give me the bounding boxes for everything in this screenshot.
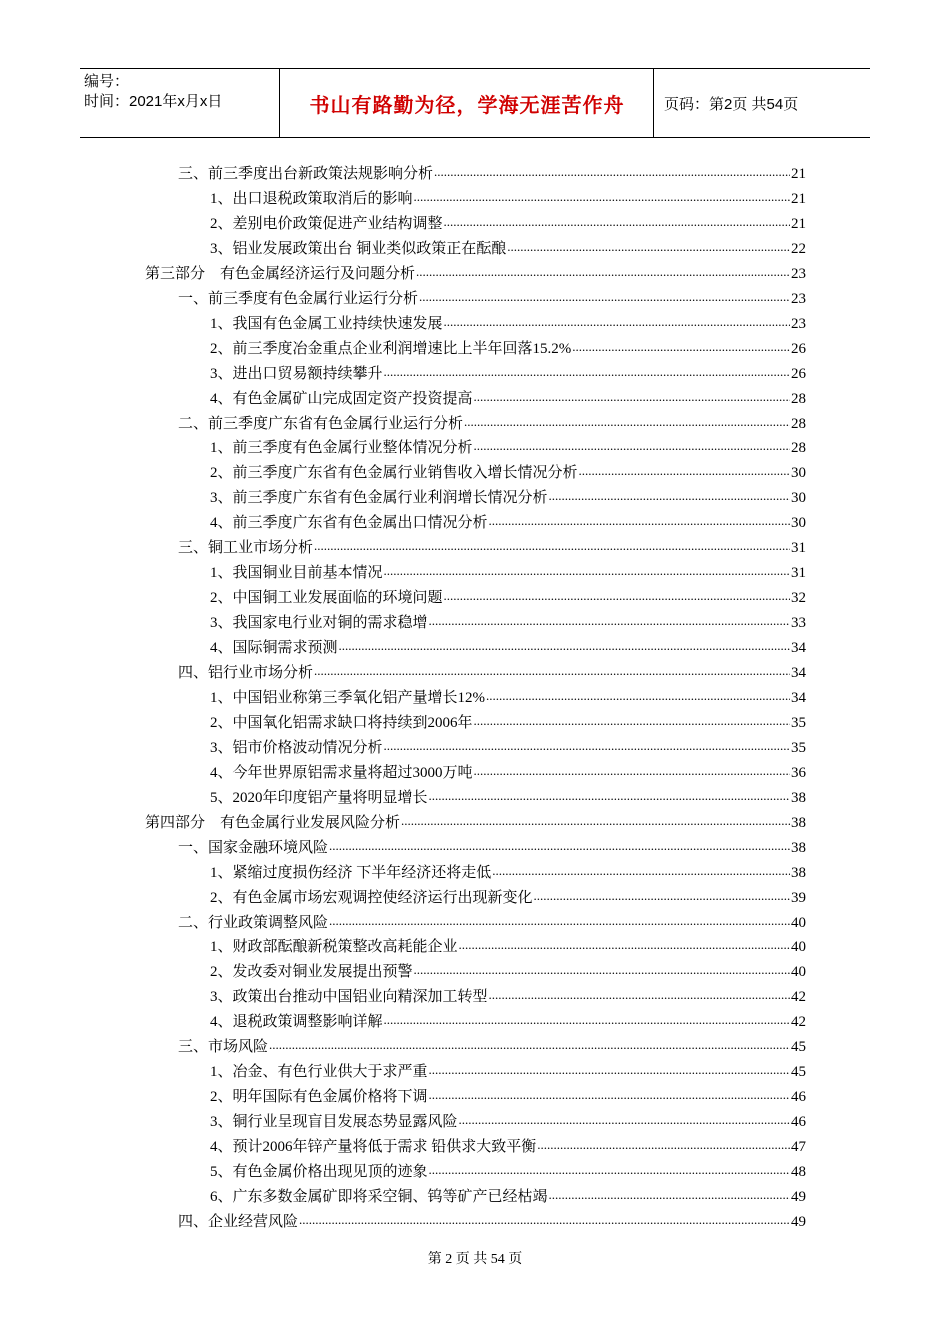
toc-dot-leader: [384, 738, 790, 758]
toc-entry-title: 四、企业经营风险: [178, 1213, 299, 1230]
toc-entry[interactable]: [210, 385, 806, 409]
toc-entry-title: 1、中国铝业称第三季氧化铝产量增长12%: [210, 689, 485, 706]
toc-entry-page: 38: [791, 864, 806, 881]
toc-entry-title: 3、进出口贸易额持续攀升: [210, 365, 383, 382]
toc-entry[interactable]: [210, 759, 806, 783]
toc-entry-page: 23: [791, 290, 806, 307]
toc-entry-page: 32: [791, 590, 806, 607]
toc-entry-page: 49: [791, 1188, 806, 1205]
toc-dot-leader: [429, 788, 790, 808]
toc-dot-leader: [384, 1012, 790, 1032]
toc-dot-leader: [329, 913, 790, 933]
toc-entry-page: 34: [791, 665, 806, 681]
toc-entry[interactable]: [210, 634, 806, 658]
toc-dot-leader: [537, 1137, 790, 1157]
toc-dot-leader: [269, 1037, 790, 1057]
toc-entry-page: 46: [791, 1089, 806, 1106]
toc-entry[interactable]: [210, 958, 806, 982]
toc-entry-page: 35: [791, 739, 806, 756]
toc-dot-leader: [444, 314, 790, 334]
toc-entry-page: 36: [791, 764, 806, 781]
toc-entry[interactable]: [210, 784, 806, 808]
toc-entry-page: 23: [791, 315, 806, 332]
time-label: 时间：2021年x月x日: [84, 93, 223, 110]
page-footer: 第 2 页 共 54 页: [427, 1252, 523, 1267]
toc-entry-title: 四、铝行业市场分析: [178, 665, 314, 681]
toc-entry-page: 30: [791, 490, 806, 507]
page-header: [80, 68, 870, 138]
toc-entry[interactable]: [145, 809, 806, 833]
toc-entry-page: 38: [791, 814, 806, 831]
toc-dot-leader: [299, 1212, 790, 1232]
toc-entry-page: 38: [791, 789, 806, 806]
toc-entry-title: 4、退税政策调整影响详解: [210, 1014, 383, 1031]
toc-entry-page: 26: [791, 340, 806, 357]
toc-entry[interactable]: [210, 884, 806, 908]
toc-dot-leader: [572, 339, 790, 359]
toc-entry-page: 33: [791, 615, 806, 632]
toc-entry-page: 30: [791, 465, 806, 482]
toc-entry-page: 31: [791, 565, 806, 582]
toc-entry[interactable]: [210, 609, 806, 633]
toc-entry-title: 一、前三季度有色金属行业运行分析: [178, 290, 419, 307]
toc-entry-page: 30: [791, 515, 806, 532]
toc-entry-title: 1、我国有色金属工业持续快速发展: [210, 315, 443, 332]
toc-entry-page: 21: [791, 190, 806, 207]
toc-entry-title: 2、前三季度广东省有色金属行业销售收入增长情况分析: [210, 465, 578, 482]
toc-entry-title: 1、我国铜业目前基本情况: [210, 565, 383, 582]
header-meta: [80, 69, 280, 137]
toc-entry-title: 4、预计2006年锌产量将低于需求 铅供求大致平衡: [210, 1139, 537, 1156]
toc-entry-title: 1、紧缩过度损伤经济 下半年经济还将走低: [210, 864, 492, 881]
toc-entry[interactable]: [210, 709, 806, 733]
toc-entry[interactable]: [210, 584, 806, 608]
toc-entry-page: 28: [791, 390, 806, 407]
toc-entry-page: 34: [791, 689, 806, 706]
toc-entry-page: 40: [791, 939, 806, 956]
toc-entry-page: 34: [791, 640, 806, 657]
toc-entry-page: 38: [791, 839, 806, 856]
toc-dot-leader: [579, 463, 790, 483]
toc-dot-leader: [414, 189, 790, 209]
toc-dot-leader: [329, 838, 790, 858]
toc-entry[interactable]: [178, 1033, 806, 1057]
toc-dot-leader: [444, 588, 790, 608]
toc-dot-leader: [486, 688, 790, 708]
toc-entry-page: 45: [791, 1039, 806, 1056]
toc-entry-title: 三、前三季度出台新政策法规影响分析: [178, 166, 434, 182]
toc-entry-page: 35: [791, 714, 806, 731]
toc-entry[interactable]: [210, 1133, 806, 1157]
toc-entry-page: 40: [791, 964, 806, 981]
toc-entry-title: 4、国际铜需求预测: [210, 640, 338, 657]
toc-entry[interactable]: [210, 459, 806, 483]
toc-entry-title: 第三部分 有色金属经济运行及问题分析: [145, 265, 416, 282]
toc-entry[interactable]: [210, 983, 806, 1007]
toc-entry-page: 22: [791, 240, 806, 257]
toc-entry-title: 第四部分 有色金属行业发展风险分析: [145, 814, 401, 831]
toc-entry-title: 三、市场风险: [178, 1039, 269, 1056]
toc-dot-leader: [429, 613, 790, 633]
toc-entry-page: 28: [791, 440, 806, 457]
toc-entry[interactable]: [210, 185, 806, 209]
toc-entry[interactable]: [178, 410, 806, 434]
toc-entry-title: 1、财政部酝酿新税策整改高耗能企业: [210, 939, 458, 956]
toc-entry[interactable]: [210, 360, 806, 384]
toc-entry-page: 40: [791, 914, 806, 931]
toc-dot-leader: [459, 1112, 790, 1132]
toc-entry-title: 4、有色金属矿山完成固定资产投资提高: [210, 390, 473, 407]
toc-entry-title: 2、发改委对铜业发展提出预警: [210, 964, 413, 981]
toc-entry[interactable]: [178, 659, 806, 683]
toc-dot-leader: [474, 763, 790, 783]
toc-dot-leader: [474, 713, 790, 733]
toc-entry[interactable]: [210, 1158, 806, 1182]
toc-dot-leader: [384, 364, 790, 384]
toc-dot-leader: [434, 164, 790, 184]
toc-dot-leader: [416, 264, 790, 284]
toc-entry-page: 21: [791, 166, 806, 182]
toc-entry-page: 23: [791, 265, 806, 282]
toc-dot-leader: [314, 538, 790, 558]
toc-entry-page: 47: [791, 1139, 806, 1156]
toc-entry[interactable]: [210, 1058, 806, 1082]
toc-dot-leader: [429, 1087, 790, 1107]
toc-entry-title: 二、前三季度广东省有色金属行业运行分析: [178, 415, 464, 432]
number-label: 编号：: [84, 73, 130, 90]
toc-dot-leader: [474, 389, 790, 409]
toc-entry-title: 1、出口退税政策取消后的影响: [210, 190, 413, 207]
toc-entry[interactable]: [178, 909, 806, 933]
toc-dot-leader: [444, 214, 790, 234]
toc-dot-leader: [489, 513, 790, 533]
toc-entry-page: 39: [791, 889, 806, 906]
toc-entry-title: 1、前三季度有色金属行业整体情况分析: [210, 440, 473, 457]
toc-dot-leader: [384, 563, 790, 583]
toc-dot-leader: [314, 663, 790, 683]
toc-entry-title: 2、差别电价政策促进产业结构调整: [210, 215, 443, 232]
toc-entry-page: 49: [791, 1213, 806, 1230]
toc-entry-page: 26: [791, 365, 806, 382]
toc-entry[interactable]: [210, 734, 806, 758]
toc-entry-page: 31: [791, 540, 806, 557]
toc-entry[interactable]: [210, 1183, 806, 1207]
toc-dot-leader: [489, 987, 790, 1007]
toc-entry[interactable]: [210, 859, 806, 883]
toc-dot-leader: [492, 863, 790, 883]
toc-entry-title: 1、冶金、有色行业供大于求严重: [210, 1064, 428, 1081]
toc-entry[interactable]: [210, 1108, 806, 1132]
toc-entry[interactable]: [210, 559, 806, 583]
toc-dot-leader: [401, 813, 790, 833]
toc-entry-page: 42: [791, 989, 806, 1006]
toc-entry-title: 3、铝市价格波动情况分析: [210, 739, 383, 756]
toc-entry-title: 3、铜行业呈现盲目发展态势显露风险: [210, 1114, 458, 1131]
toc-entry-title: 5、2020年印度铝产量将明显增长: [210, 789, 428, 806]
toc-dot-leader: [419, 289, 790, 309]
toc-entry[interactable]: [210, 509, 806, 533]
toc-entry-title: 2、中国氧化铝需求缺口将持续到2006年: [210, 714, 473, 731]
toc-dot-leader: [534, 888, 790, 908]
toc-entry[interactable]: [178, 160, 806, 184]
toc-entry-title: 2、前三季度冶金重点企业利润增速比上半年回落15.2%: [210, 340, 572, 357]
toc-dot-leader: [549, 488, 790, 508]
header-page-info: 页码：第2页 共54页: [664, 95, 799, 113]
toc-dot-leader: [507, 239, 790, 259]
toc-entry-page: 45: [791, 1064, 806, 1081]
toc-dot-leader: [549, 1187, 790, 1207]
toc-entry-page: 48: [791, 1164, 806, 1180]
toc-entry-title: 2、有色金属市场宏观调控使经济运行出现新变化: [210, 889, 533, 906]
toc-entry-page: 46: [791, 1114, 806, 1131]
toc-entry-page: 28: [791, 415, 806, 432]
toc-entry[interactable]: [210, 210, 806, 234]
toc-dot-leader: [459, 937, 790, 957]
toc-entry-title: 三、铜工业市场分析: [178, 540, 314, 557]
toc-entry-title: 3、我国家电行业对铜的需求稳增: [210, 615, 428, 632]
toc-entry-title: 2、明年国际有色金属价格将下调: [210, 1089, 428, 1106]
toc-entry[interactable]: [210, 1083, 806, 1107]
toc-entry[interactable]: [178, 285, 806, 309]
toc-dot-leader: [474, 438, 790, 458]
toc-dot-leader: [339, 638, 790, 658]
toc-dot-leader: [464, 414, 790, 434]
toc-entry[interactable]: [210, 684, 806, 708]
toc-entry-title: 一、国家金融环境风险: [178, 839, 329, 856]
toc-entry-title: 5、有色金属价格出现见顶的迹象: [210, 1164, 428, 1180]
toc-entry[interactable]: [210, 484, 806, 508]
toc-entry[interactable]: [178, 1208, 806, 1232]
toc-entry[interactable]: [178, 834, 806, 858]
toc-entry[interactable]: [210, 235, 806, 259]
toc-entry[interactable]: [178, 534, 806, 558]
toc-dot-leader: [414, 962, 790, 982]
toc-entry[interactable]: [210, 933, 806, 957]
toc-entry[interactable]: [210, 434, 806, 458]
toc-entry[interactable]: [145, 260, 806, 284]
toc-entry-title: 4、前三季度广东省有色金属出口情况分析: [210, 515, 488, 532]
toc-entry[interactable]: [210, 1008, 806, 1032]
toc-dot-leader: [429, 1162, 790, 1182]
toc-entry-page: 42: [791, 1014, 806, 1031]
toc-entry-title: 3、政策出台推动中国铝业向精深加工转型: [210, 989, 488, 1006]
toc-dot-leader: [429, 1062, 790, 1082]
toc-entry-title: 2、中国铜工业发展面临的环境问题: [210, 590, 443, 607]
header-motto: 书山有路勤为径，学海无涯苦作舟: [281, 69, 654, 137]
toc-entry-title: 6、广东多数金属矿即将采空铜、钨等矿产已经枯竭: [210, 1188, 548, 1205]
toc-entry[interactable]: [210, 335, 806, 359]
toc-entry[interactable]: [210, 310, 806, 334]
toc-entry-page: 21: [791, 215, 806, 232]
toc-entry-title: 3、铝业发展政策出台 铜业类似政策正在酝酿: [210, 240, 507, 257]
toc-entry-title: 二、行业政策调整风险: [178, 914, 329, 931]
toc-entry-title: 3、前三季度广东省有色金属行业利润增长情况分析: [210, 490, 548, 507]
toc-entry-title: 4、今年世界原铝需求量将超过3000万吨: [210, 764, 473, 781]
